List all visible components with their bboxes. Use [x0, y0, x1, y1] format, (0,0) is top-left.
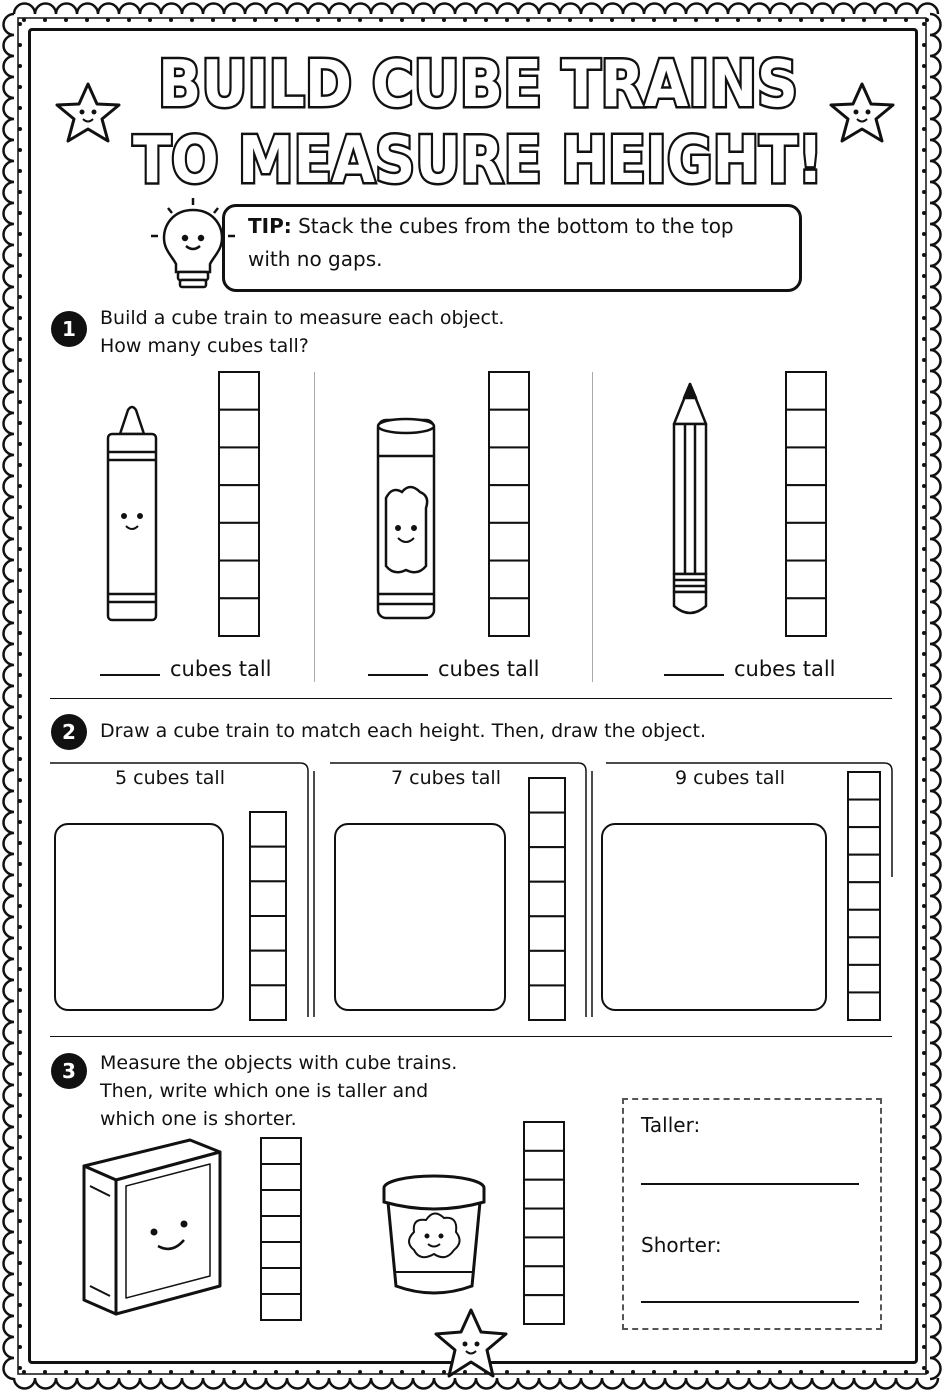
- cube: [786, 372, 826, 410]
- star-icon: [426, 1304, 516, 1384]
- crayon-icon: [102, 404, 162, 624]
- section-divider: [50, 1036, 892, 1037]
- cube: [219, 372, 259, 410]
- cube: [219, 523, 259, 561]
- tip-label: TIP:: [248, 214, 292, 238]
- cube: [489, 523, 529, 561]
- shorter-label: Shorter:: [641, 1233, 722, 1257]
- shorter-answer-line[interactable]: [641, 1301, 859, 1303]
- title-line-1: BUILD CUBE TRAINS: [158, 48, 798, 122]
- cube: [786, 447, 826, 485]
- answer-suffix: cubes tall: [734, 657, 836, 681]
- cube: [529, 778, 565, 813]
- answer-blank[interactable]: [368, 657, 540, 681]
- cube: [786, 485, 826, 523]
- cube: [261, 1242, 301, 1268]
- cube: [848, 937, 880, 965]
- cube-train[interactable]: [846, 770, 882, 1022]
- cube: [250, 881, 286, 916]
- lightbulb-icon: [148, 196, 238, 296]
- cube: [250, 812, 286, 847]
- cube: [250, 847, 286, 882]
- cube: [250, 916, 286, 951]
- cube: [786, 410, 826, 448]
- cube: [848, 910, 880, 938]
- cube-train: [487, 370, 531, 638]
- cube: [219, 447, 259, 485]
- cube: [786, 523, 826, 561]
- cube: [786, 598, 826, 636]
- cube: [219, 598, 259, 636]
- taller-label: Taller:: [641, 1113, 701, 1137]
- section-divider: [50, 698, 892, 699]
- cube: [848, 965, 880, 993]
- cube: [529, 847, 565, 882]
- answer-suffix: cubes tall: [170, 657, 272, 681]
- tip-body-2: with no gaps.: [248, 247, 383, 271]
- title-line-2: TO MEASURE HEIGHT!: [133, 124, 823, 198]
- question-3-line-2: Then, write which one is taller and: [100, 1080, 429, 1102]
- book-icon: [80, 1136, 230, 1318]
- cube: [524, 1237, 564, 1266]
- cube: [786, 561, 826, 599]
- column-label: 7 cubes tall: [391, 767, 501, 789]
- cube: [261, 1190, 301, 1216]
- cube: [524, 1209, 564, 1238]
- cube: [261, 1216, 301, 1242]
- cube: [529, 882, 565, 917]
- drawing-box[interactable]: [334, 823, 506, 1011]
- taller-answer-line[interactable]: [641, 1183, 859, 1185]
- question-3-line-1: Measure the objects with cube trains.: [100, 1052, 458, 1074]
- cube-train: [522, 1120, 566, 1326]
- star-icon: [57, 84, 119, 141]
- cube: [489, 372, 529, 410]
- cube: [524, 1266, 564, 1295]
- play-dough-icon: [378, 1172, 490, 1302]
- cube: [250, 951, 286, 986]
- cube-train: [784, 370, 828, 638]
- cube: [529, 985, 565, 1020]
- cube: [848, 772, 880, 800]
- cube: [489, 410, 529, 448]
- cube: [529, 813, 565, 848]
- cube: [489, 485, 529, 523]
- drawing-box[interactable]: [54, 823, 224, 1011]
- cube: [219, 485, 259, 523]
- answer-blank[interactable]: [664, 657, 836, 681]
- cube: [848, 855, 880, 883]
- tip-text: [248, 210, 788, 276]
- question-3-number: 3: [51, 1053, 87, 1089]
- cube: [261, 1138, 301, 1164]
- drawing-box[interactable]: [601, 823, 827, 1011]
- cube: [529, 951, 565, 986]
- question-2-text: Draw a cube train to match each height. Then, draw the object.: [100, 720, 706, 742]
- cube-train: [217, 370, 261, 638]
- question-2-number: 2: [51, 714, 87, 750]
- cube: [524, 1122, 564, 1151]
- question-3-text: [100, 1049, 457, 1133]
- column-label: 5 cubes tall: [115, 767, 225, 789]
- cube: [848, 800, 880, 828]
- cube: [261, 1164, 301, 1190]
- cube: [219, 561, 259, 599]
- cube: [261, 1268, 301, 1294]
- question-1-line-2: How many cubes tall?: [100, 335, 309, 357]
- cube: [848, 882, 880, 910]
- cube: [529, 916, 565, 951]
- question-3-line-3: which one is shorter.: [100, 1108, 297, 1130]
- cube: [489, 598, 529, 636]
- cube: [219, 410, 259, 448]
- glue-stick-icon: [374, 416, 440, 622]
- divider: [314, 372, 315, 682]
- answer-suffix: cubes tall: [438, 657, 540, 681]
- cube: [489, 561, 529, 599]
- cube: [848, 992, 880, 1020]
- cube: [524, 1180, 564, 1209]
- page-title: [0, 0, 944, 200]
- answer-blank[interactable]: [100, 657, 272, 681]
- cube: [250, 985, 286, 1020]
- cube: [848, 827, 880, 855]
- question-1-line-1: Build a cube train to measure each object.: [100, 307, 505, 329]
- cube: [261, 1294, 301, 1320]
- cube: [489, 447, 529, 485]
- question-1-number: 1: [51, 311, 87, 347]
- column-label: 9 cubes tall: [675, 767, 785, 789]
- cube: [524, 1295, 564, 1324]
- question-1-text: [100, 304, 504, 360]
- tip-body: Stack the cubes from the bottom to the top: [298, 214, 734, 238]
- cube: [524, 1151, 564, 1180]
- cube-train[interactable]: [248, 810, 288, 1022]
- star-icon: [831, 84, 893, 141]
- pencil-icon: [668, 380, 712, 620]
- cube-train: [259, 1136, 303, 1322]
- cube-train[interactable]: [527, 776, 567, 1022]
- divider: [592, 372, 593, 682]
